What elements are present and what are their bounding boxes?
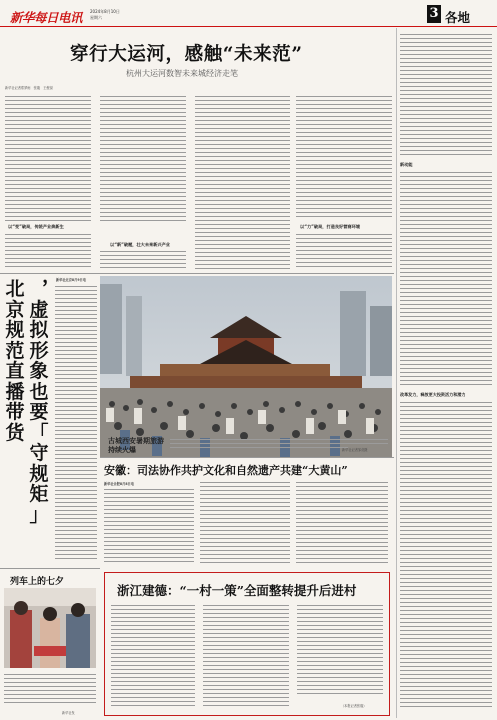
anhui-story <box>100 458 392 570</box>
photo-credit: 新华社记者邹竞摄 <box>342 448 368 452</box>
vertical-story-dateline: 新华社北京8月9日电 <box>56 278 86 282</box>
anhui-story-title: 安徽：司法协作共护文化和自然遗产共建“大黄山” <box>104 464 348 477</box>
page-number: 3 <box>429 6 439 21</box>
anhui-story-text-1 <box>104 487 194 567</box>
top-story-subhead-2: 以“新”破题，壮大未来新兴产业 <box>110 242 170 247</box>
zhejiang-story-text-3 <box>297 603 383 703</box>
divider-top-story <box>0 273 394 274</box>
zhejiang-story-byline: （本报记者张璇） <box>341 704 367 708</box>
vertical-story-text <box>55 284 97 562</box>
zhejiang-story <box>104 572 390 716</box>
small-photo-story <box>0 570 100 720</box>
right-column-text-1 <box>400 32 492 158</box>
top-story-text-col-2 <box>100 94 186 244</box>
top-story-text-col-1b <box>5 232 91 272</box>
right-column <box>396 28 494 718</box>
top-story-text-col-3 <box>195 94 290 272</box>
right-column-text-3 <box>400 400 492 714</box>
anhui-story-text-2 <box>200 480 290 568</box>
small-photo-credit: 新华社发 <box>62 711 75 715</box>
right-column-text-2 <box>400 170 492 388</box>
anhui-story-text-3 <box>296 480 388 568</box>
anhui-story-dateline: 新华社合肥8月8日电 <box>104 482 134 486</box>
top-story-title: 穿行大运河，感触“未来范” <box>70 44 303 65</box>
divider-bottom-left <box>0 568 100 569</box>
divider-anhui <box>100 457 394 458</box>
small-photo-image <box>4 588 96 668</box>
photo-caption: 古城西安暑期旅游持续火爆 <box>108 436 164 454</box>
masthead <box>0 0 497 30</box>
vertical-story-title: 北 京 规 范 直 播 带 货 ︐ 虚 拟 形 象 也 要 「 守 规 矩 」 <box>5 278 49 526</box>
right-column-subhead-1: 新动能 <box>400 162 413 167</box>
zhejiang-story-title: 浙江建德：“一村一策”全面整转提升后进村 <box>117 583 357 598</box>
masthead-weekday: 星期六 <box>90 15 102 20</box>
small-photo-text <box>4 672 96 710</box>
zhejiang-story-text-1 <box>111 603 195 711</box>
section-name: 各地 <box>445 10 471 25</box>
top-story-text-col-4b <box>296 232 392 272</box>
masthead-date: 2024年8月10日 <box>90 9 120 14</box>
zhejiang-story-text-2 <box>203 603 289 711</box>
top-story-text-col-4 <box>296 94 392 220</box>
right-column-subhead-2: 改革发力，释放更大投资活力和潜力 <box>400 392 466 397</box>
photo-image <box>100 276 392 458</box>
top-story-subhead-1: 以“变”破局，传统产业焕新生 <box>8 224 64 229</box>
top-story-byline: 新华社记者郑梦雨 张璇 王俊禄 <box>5 86 53 90</box>
top-story-subtitle: 杭州大运河数智未来城经济走笔 <box>126 69 238 78</box>
small-photo-title: 列车上的七夕 <box>10 577 65 587</box>
masthead-logo: 新华每日电讯 <box>10 10 83 25</box>
top-story-text-col-2b <box>100 249 186 273</box>
news-photo <box>100 276 392 458</box>
vertical-story <box>0 276 100 566</box>
top-story-subhead-3: 以“力”破局，打造良好营商环境 <box>300 224 360 229</box>
